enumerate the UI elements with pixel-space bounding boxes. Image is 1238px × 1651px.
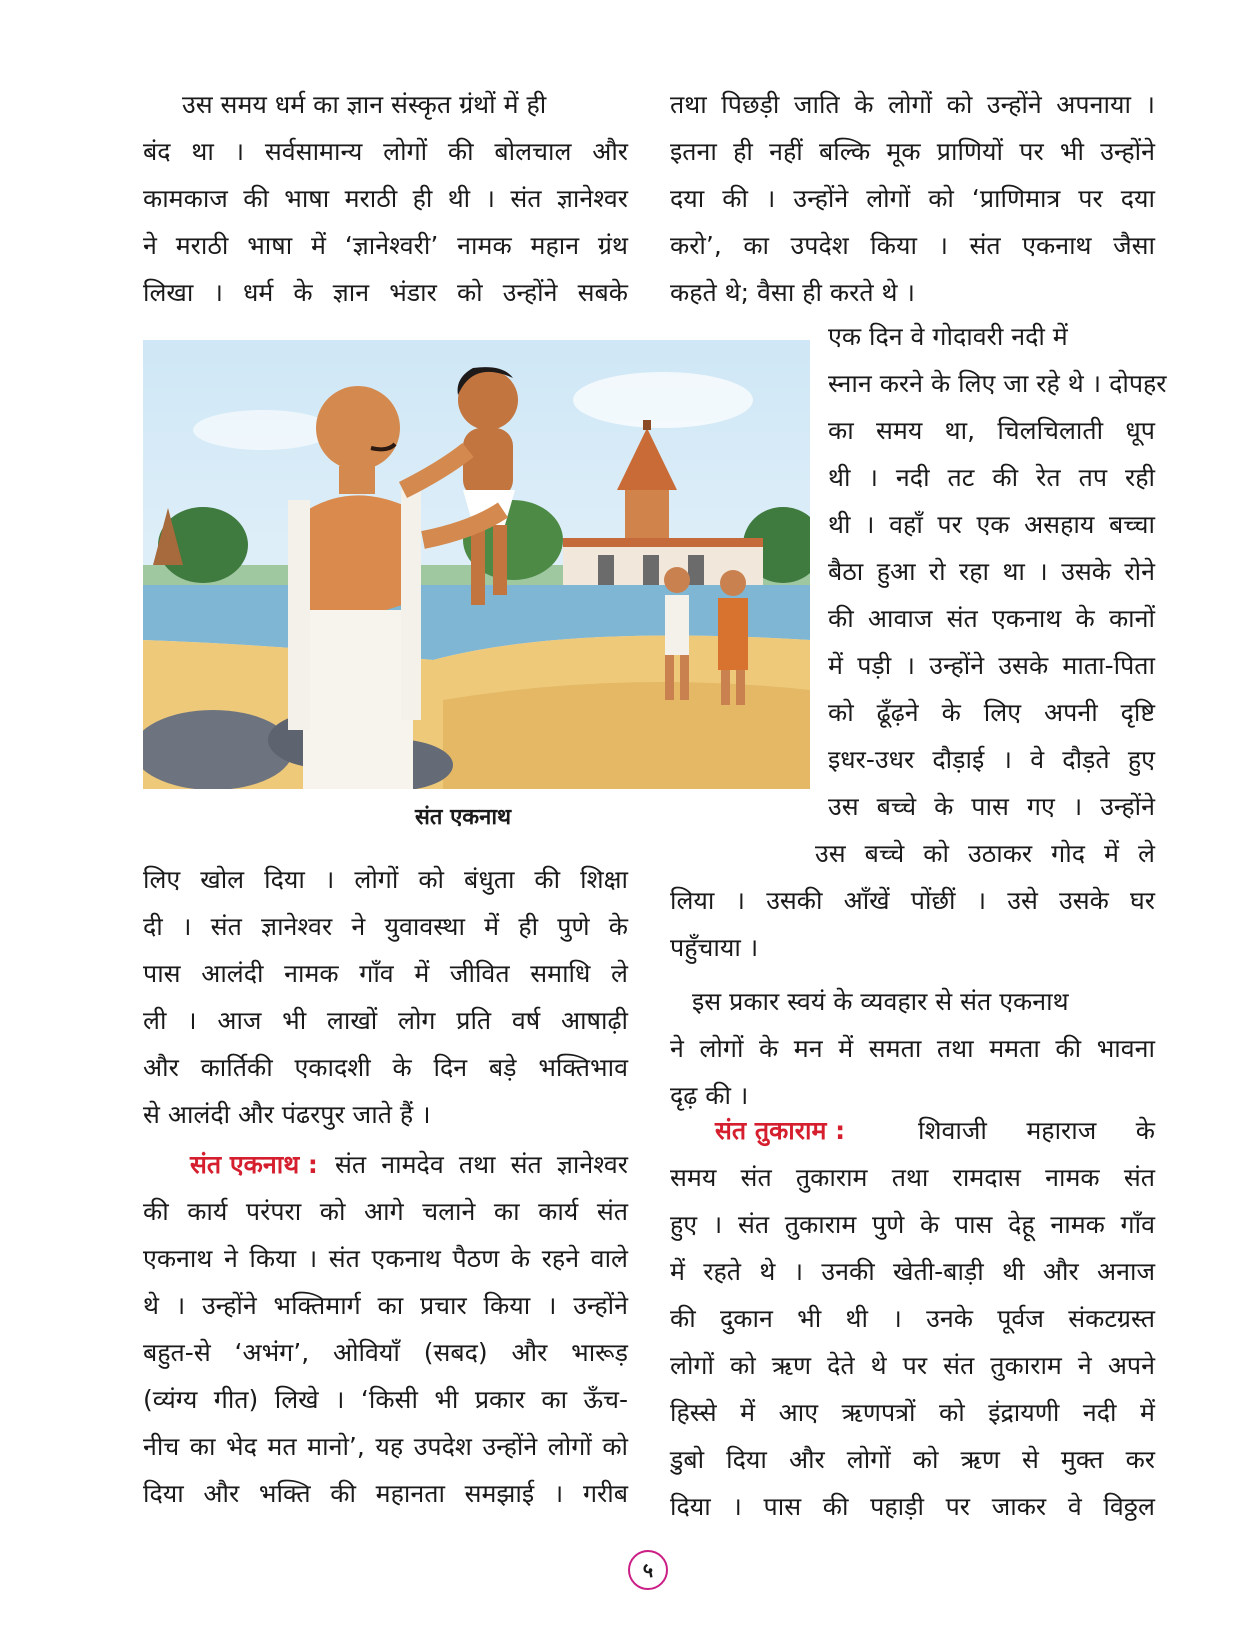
text-line: इधर-उधर दौड़ाई । वे दौड़ते हुए (828, 745, 1155, 774)
text-line: संत नामदेव तथा संत ज्ञानेश्वर (335, 1150, 628, 1179)
text-line: इस प्रकार स्वयं के व्यवहार से संत एकनाथ (692, 987, 1069, 1016)
text-line: कहते थे; वैसा ही करते थे । (670, 278, 915, 307)
text-line: शिवाजी महाराज के (918, 1116, 1155, 1145)
text-line: बहुत-से ‘अभंग’, ओवियाँ (सबद) और भारूड़ (143, 1338, 628, 1367)
text-line: पहुँचाया । (670, 933, 759, 962)
text-line: (व्यंग्य गीत) लिखे । ‘किसी भी प्रकार का ऊँच- (143, 1385, 628, 1414)
image-caption: संत एकनाथ (415, 805, 512, 830)
text-line: तथा पिछड़ी जाति के लोगों को उन्होंने अपनाया । (670, 90, 1155, 119)
text-line: दया की । उन्होंने लोगों को ‘प्राणिमात्र पर दया (670, 184, 1155, 213)
text-line: दिया और भक्ति की महानता समझाई । गरीब (143, 1479, 628, 1508)
text-line: थी । वहाँ पर एक असहाय बच्चा (828, 510, 1155, 539)
text-line: थे । उन्होंने भक्तिमार्ग का प्रचार किया । उन्होंने (143, 1291, 628, 1320)
text-line: में रहते थे । उनकी खेती-बाड़ी थी और अनाज (670, 1257, 1155, 1286)
text-line: लिए खोल दिया । लोगों को बंधुता की शिक्षा (143, 865, 628, 894)
text-line: थी । नदी तट की रेत तप रही (828, 463, 1155, 492)
text-line: की कार्य परंपरा को आगे चलाने का कार्य संत (143, 1197, 628, 1226)
text-line: उस बच्चे को उठाकर गोद में ले (815, 839, 1155, 868)
text-line: स्नान करने के लिए जा रहे थे । दोपहर (828, 369, 1167, 398)
text-line: ली । आज भी लाखों लोग प्रति वर्ष आषाढ़ी (143, 1006, 628, 1035)
text-line: ने लोगों के मन में समता तथा ममता की भावना (670, 1034, 1155, 1063)
text-line: बैठा हुआ रो रहा था । उसके रोने (828, 557, 1155, 586)
text-line: एक दिन वे गोदावरी नदी में (828, 322, 1068, 351)
text-line: दिया । पास की पहाड़ी पर जाकर वे विठ्ठल (670, 1492, 1155, 1521)
text-line: से आलंदी और पंढरपुर जाते हैं । (143, 1100, 431, 1129)
section-heading-eknath: संत एकनाथ : (190, 1150, 318, 1179)
text-line: समय संत तुकाराम तथा रामदास नामक संत (670, 1163, 1155, 1192)
text-line: लिया । उसकी आँखें पोंछीं । उसे उसके घर (670, 886, 1155, 915)
page-number: ५ (628, 1550, 668, 1590)
text-line: पास आलंदी नामक गाँव में जीवित समाधि ले (143, 959, 628, 988)
text-line: हिस्से में आए ऋणपत्रों को इंद्रायणी नदी में (670, 1398, 1155, 1427)
text-line: उस बच्चे के पास गए । उन्होंने (828, 792, 1155, 821)
text-line: में पड़ी । उन्होंने उसके माता-पिता (828, 651, 1155, 680)
text-line: इतना ही नहीं बल्कि मूक प्राणियों पर भी उन्होंने (670, 137, 1155, 166)
text-line: एकनाथ ने किया । संत एकनाथ पैठण के रहने वाले (143, 1244, 628, 1273)
text-line: नीच का भेद मत मानो’, यह उपदेश उन्होंने लोगों को (143, 1432, 628, 1461)
text-line: का समय था, चिलचिलाती धूप (828, 416, 1155, 445)
text-line: कामकाज की भाषा मराठी ही थी । संत ज्ञानेश्वर (143, 184, 628, 213)
text-line: उस समय धर्म का ज्ञान संस्कृत ग्रंथों में ही (182, 90, 547, 119)
text-line: की दुकान भी थी । उनके पूर्वज संकटग्रस्त (670, 1304, 1155, 1333)
text-line: को ढूँढ़ने के लिए अपनी दृष्टि (828, 698, 1155, 727)
text-line: बंद था । सर्वसामान्य लोगों की बोलचाल और (143, 137, 628, 166)
eknath-illustration (143, 340, 810, 789)
text-line: करो’, का उपदेश किया । संत एकनाथ जैसा (670, 231, 1155, 260)
text-line: दी । संत ज्ञानेश्वर ने युवावस्था में ही पुणे के (143, 912, 628, 941)
text-line: ने मराठी भाषा में ‘ज्ञानेश्वरी’ नामक महान ग्रंथ (143, 231, 628, 260)
text-line: लोगों को ऋण देते थे पर संत तुकाराम ने अपने (670, 1351, 1155, 1380)
text-line: दृढ़ की । (670, 1081, 749, 1110)
text-line: की आवाज संत एकनाथ के कानों (828, 604, 1155, 633)
text-line: डुबो दिया और लोगों को ऋण से मुक्त कर (670, 1445, 1155, 1474)
section-heading-tukaram: संत तुकाराम : (715, 1116, 846, 1145)
text-line: हुए । संत तुकाराम पुणे के पास देहू नामक गाँव (670, 1210, 1155, 1239)
text-line: लिखा । धर्म के ज्ञान भंडार को उन्होंने सबके (143, 278, 628, 307)
text-line: और कार्तिकी एकादशी के दिन बड़े भक्तिभाव (143, 1053, 628, 1082)
